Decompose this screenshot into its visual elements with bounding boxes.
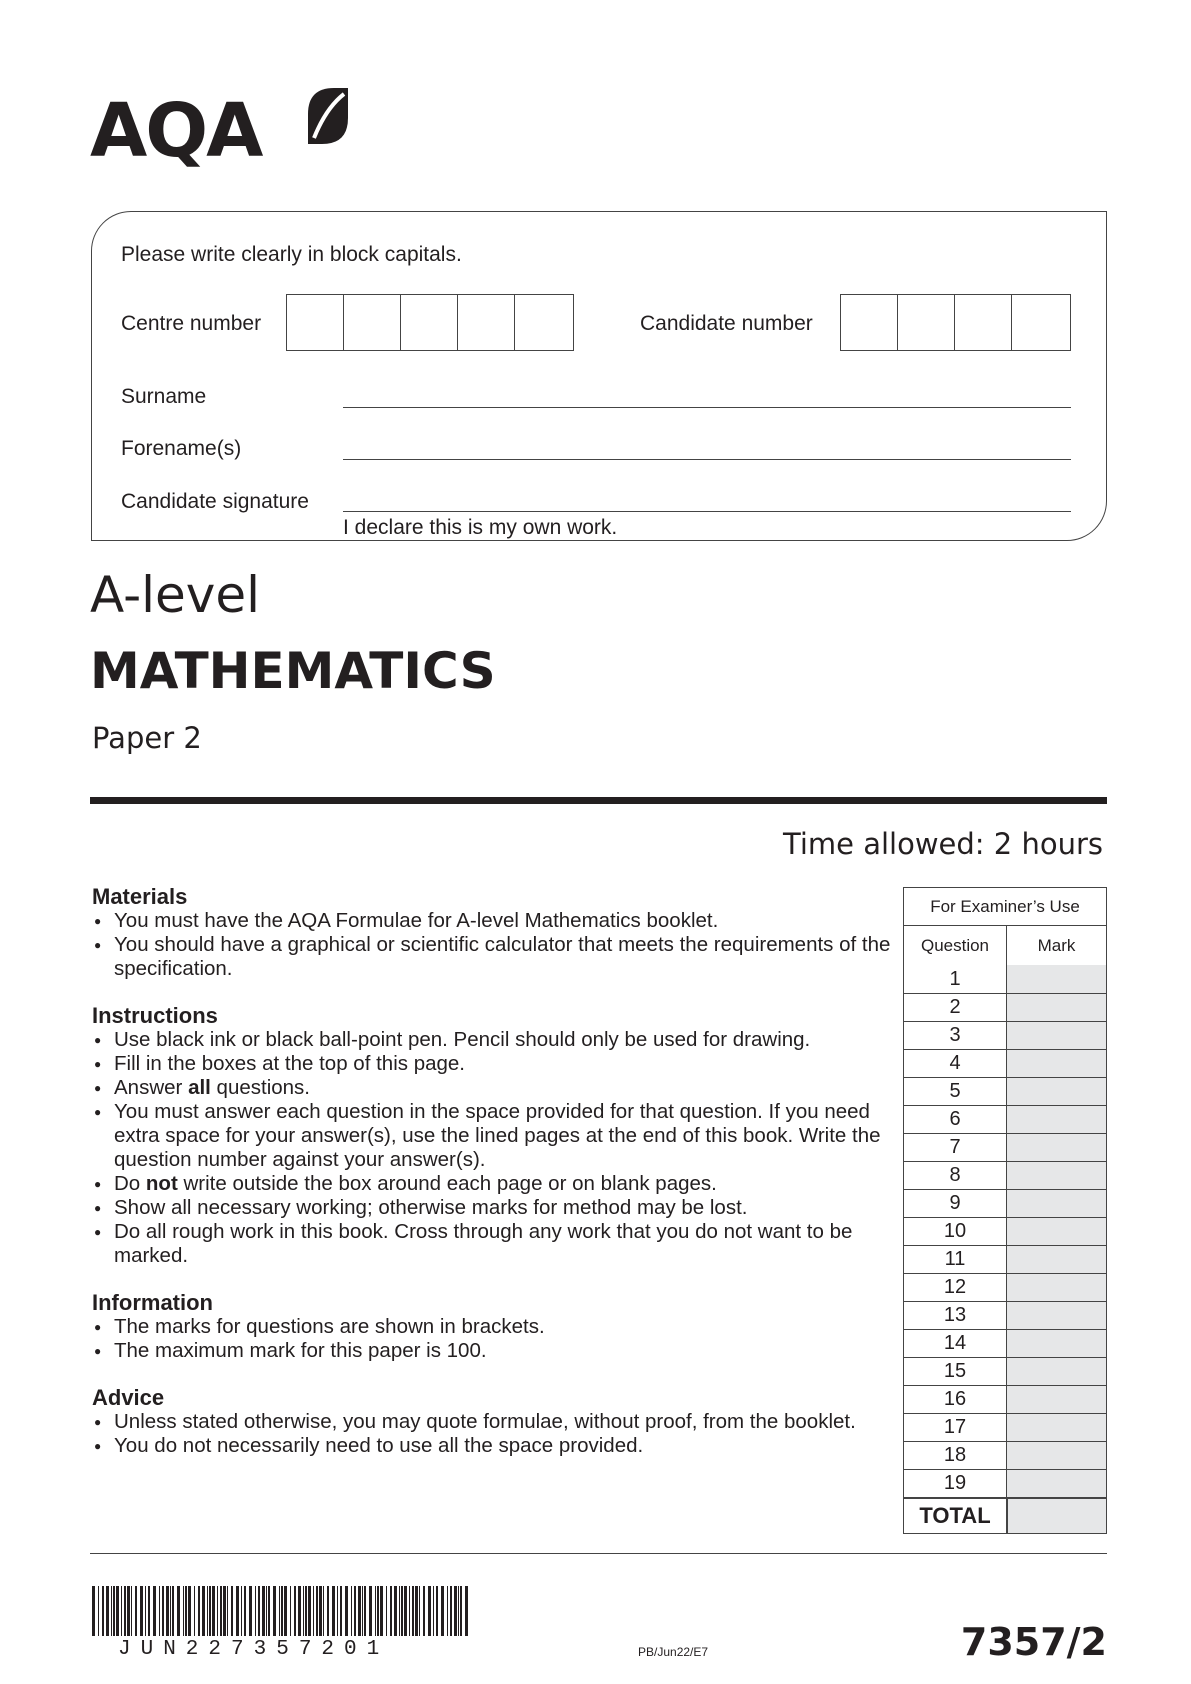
advice-section	[92, 1385, 892, 1458]
leaf-logo-icon	[308, 88, 348, 144]
subject-title: MATHEMATICS	[90, 642, 496, 700]
question-number: 14	[904, 1330, 1007, 1357]
question-number: 9	[904, 1190, 1007, 1217]
candidate-number-cell[interactable]	[898, 295, 955, 350]
mark-cell[interactable]	[1007, 1274, 1106, 1301]
list-item: ● The maximum mark for this paper is 100.	[92, 1339, 892, 1363]
mark-cell[interactable]	[1007, 1190, 1106, 1217]
aqa-logo	[90, 88, 350, 183]
paper-number: Paper 2	[92, 721, 202, 755]
mark-cell[interactable]	[1007, 994, 1106, 1021]
block-capitals-instruction: Please write clearly in block capitals.	[121, 243, 462, 266]
question-number: 7	[904, 1134, 1007, 1161]
centre-number-boxes[interactable]	[286, 294, 574, 351]
question-row	[904, 993, 1106, 1021]
mark-cell[interactable]	[1007, 1162, 1106, 1189]
section-heading: Instructions	[92, 1003, 218, 1028]
centre-number-cell[interactable]	[515, 295, 572, 350]
list-item: ● You do not necessarily need to use all the space provided.	[92, 1434, 892, 1458]
text-fragment: Answer	[114, 1076, 189, 1099]
list-item	[92, 1172, 892, 1196]
question-number: 13	[904, 1302, 1007, 1329]
emphasis: not	[145, 1172, 178, 1195]
surname-label: Surname	[121, 385, 207, 408]
question-number: 5	[904, 1078, 1007, 1105]
question-row	[904, 1469, 1106, 1497]
mark-cell[interactable]	[1007, 1386, 1106, 1413]
candidate-number-cell[interactable]	[955, 295, 1012, 350]
logo-text: AQA	[90, 88, 262, 174]
question-number: 3	[904, 1022, 1007, 1049]
mark-cell[interactable]	[1007, 1106, 1106, 1133]
title-divider	[90, 797, 1107, 804]
list-item: ● Fill in the boxes at the top of this page.	[92, 1052, 892, 1076]
question-row	[904, 1245, 1106, 1273]
question-number: 1	[904, 965, 1007, 993]
question-row	[904, 1385, 1106, 1413]
question-number: 11	[904, 1246, 1007, 1273]
question-row	[904, 1217, 1106, 1245]
mark-cell[interactable]	[1007, 1078, 1106, 1105]
list-item: ● Show all necessary working; otherwise marks for method may be lost.	[92, 1196, 892, 1220]
question-row	[904, 1329, 1106, 1357]
question-number: 15	[904, 1358, 1007, 1385]
mark-cell[interactable]	[1007, 1022, 1106, 1049]
signature-field[interactable]	[343, 511, 1071, 512]
materials-section	[92, 884, 892, 981]
paper-reference: PB/Jun22/E7	[638, 1645, 709, 1659]
section-heading: Information	[92, 1290, 213, 1315]
question-number: 19	[904, 1470, 1007, 1497]
mark-cell[interactable]	[1007, 1330, 1106, 1357]
mark-cell[interactable]	[1007, 1358, 1106, 1385]
information-section	[92, 1290, 892, 1363]
question-number: 18	[904, 1442, 1007, 1469]
list-item: ● You must answer each question in the space provided for that question. If you need extra space for your answer(s), use the lined pages at the end of this book. Write the question number against your answer(s).	[92, 1100, 892, 1172]
question-row	[904, 1077, 1106, 1105]
candidate-number-cell[interactable]	[1012, 295, 1069, 350]
list-item: ● You should have a graphical or scientific calculator that meets the requirements of the specification.	[92, 933, 892, 981]
question-row	[904, 1049, 1106, 1077]
declaration-text: I declare this is my own work.	[343, 516, 618, 539]
forename-field[interactable]	[343, 459, 1071, 460]
total-mark-cell[interactable]	[1008, 1499, 1106, 1533]
question-number: 6	[904, 1106, 1007, 1133]
barcode-icon	[92, 1586, 472, 1636]
list-item: ● Do all rough work in this book. Cross through any work that you do not want to be marked.	[92, 1220, 892, 1268]
question-row	[904, 1441, 1106, 1469]
centre-number-cell[interactable]	[344, 295, 401, 350]
question-number: 4	[904, 1050, 1007, 1077]
mark-cell[interactable]	[1007, 1246, 1106, 1273]
question-column-header: Question	[904, 926, 1007, 965]
list-item	[92, 1076, 892, 1100]
mark-cell[interactable]	[1007, 1470, 1106, 1497]
question-row	[904, 1189, 1106, 1217]
total-label: TOTAL	[904, 1499, 1008, 1533]
instructions-section	[92, 1003, 892, 1268]
emphasis: all	[188, 1076, 211, 1099]
examiner-table-columns	[904, 925, 1106, 965]
list-item: ● Unless stated otherwise, you may quote formulae, without proof, from the booklet.	[92, 1410, 892, 1434]
mark-cell[interactable]	[1007, 1302, 1106, 1329]
mark-column-header: Mark	[1007, 926, 1106, 965]
question-row	[904, 1161, 1106, 1189]
section-heading: Materials	[92, 884, 188, 909]
question-row	[904, 1133, 1106, 1161]
examiner-table-heading: For Examiner’s Use	[930, 896, 1080, 916]
footer-divider	[90, 1553, 1107, 1554]
mark-cell[interactable]	[1007, 1134, 1106, 1161]
question-row	[904, 1273, 1106, 1301]
question-number: 16	[904, 1386, 1007, 1413]
instructions-column	[92, 884, 892, 1480]
total-row	[904, 1497, 1106, 1533]
mark-cell[interactable]	[1007, 1050, 1106, 1077]
forename-label: Forename(s)	[121, 437, 242, 460]
centre-number-label: Centre number	[121, 312, 262, 335]
text-fragment: write outside the box around each page or on blank pages.	[177, 1172, 717, 1195]
question-row	[904, 1105, 1106, 1133]
question-row	[904, 1413, 1106, 1441]
centre-number-cell[interactable]	[458, 295, 515, 350]
candidate-number-boxes[interactable]	[840, 294, 1071, 351]
mark-cell[interactable]	[1007, 965, 1106, 993]
list-item: ● Use black ink or black ball-point pen. Pencil should only be used for drawing.	[92, 1028, 892, 1052]
examiner-use-table	[903, 887, 1107, 1534]
text-fragment: questions.	[210, 1076, 311, 1099]
candidate-number-label: Candidate number	[640, 312, 813, 335]
list-item: ● The marks for questions are shown in brackets.	[92, 1315, 892, 1339]
list-item: ● You must have the AQA Formulae for A-level Mathematics booklet.	[92, 909, 892, 933]
centre-number-cell[interactable]	[401, 295, 458, 350]
surname-field[interactable]	[343, 407, 1071, 408]
candidate-number-cell[interactable]	[841, 295, 898, 350]
question-number: 12	[904, 1274, 1007, 1301]
question-number: 8	[904, 1162, 1007, 1189]
time-allowed: Time allowed: 2 hours	[783, 827, 1103, 861]
centre-number-cell[interactable]	[287, 295, 344, 350]
mark-cell[interactable]	[1007, 1442, 1106, 1469]
mark-cell[interactable]	[1007, 1414, 1106, 1441]
section-heading: Advice	[92, 1385, 165, 1410]
mark-cell[interactable]	[1007, 1218, 1106, 1245]
question-row	[904, 1357, 1106, 1385]
qualification-level: A-level	[90, 566, 261, 624]
question-row	[904, 965, 1106, 993]
question-number: 10	[904, 1218, 1007, 1245]
question-row	[904, 1021, 1106, 1049]
barcode-number: JUN227357201	[118, 1638, 390, 1661]
paper-code: 7357/2	[960, 1620, 1107, 1664]
question-number: 17	[904, 1414, 1007, 1441]
question-number: 2	[904, 994, 1007, 1021]
signature-label: Candidate signature	[121, 490, 309, 513]
text-fragment: Do	[114, 1172, 146, 1195]
question-row	[904, 1301, 1106, 1329]
